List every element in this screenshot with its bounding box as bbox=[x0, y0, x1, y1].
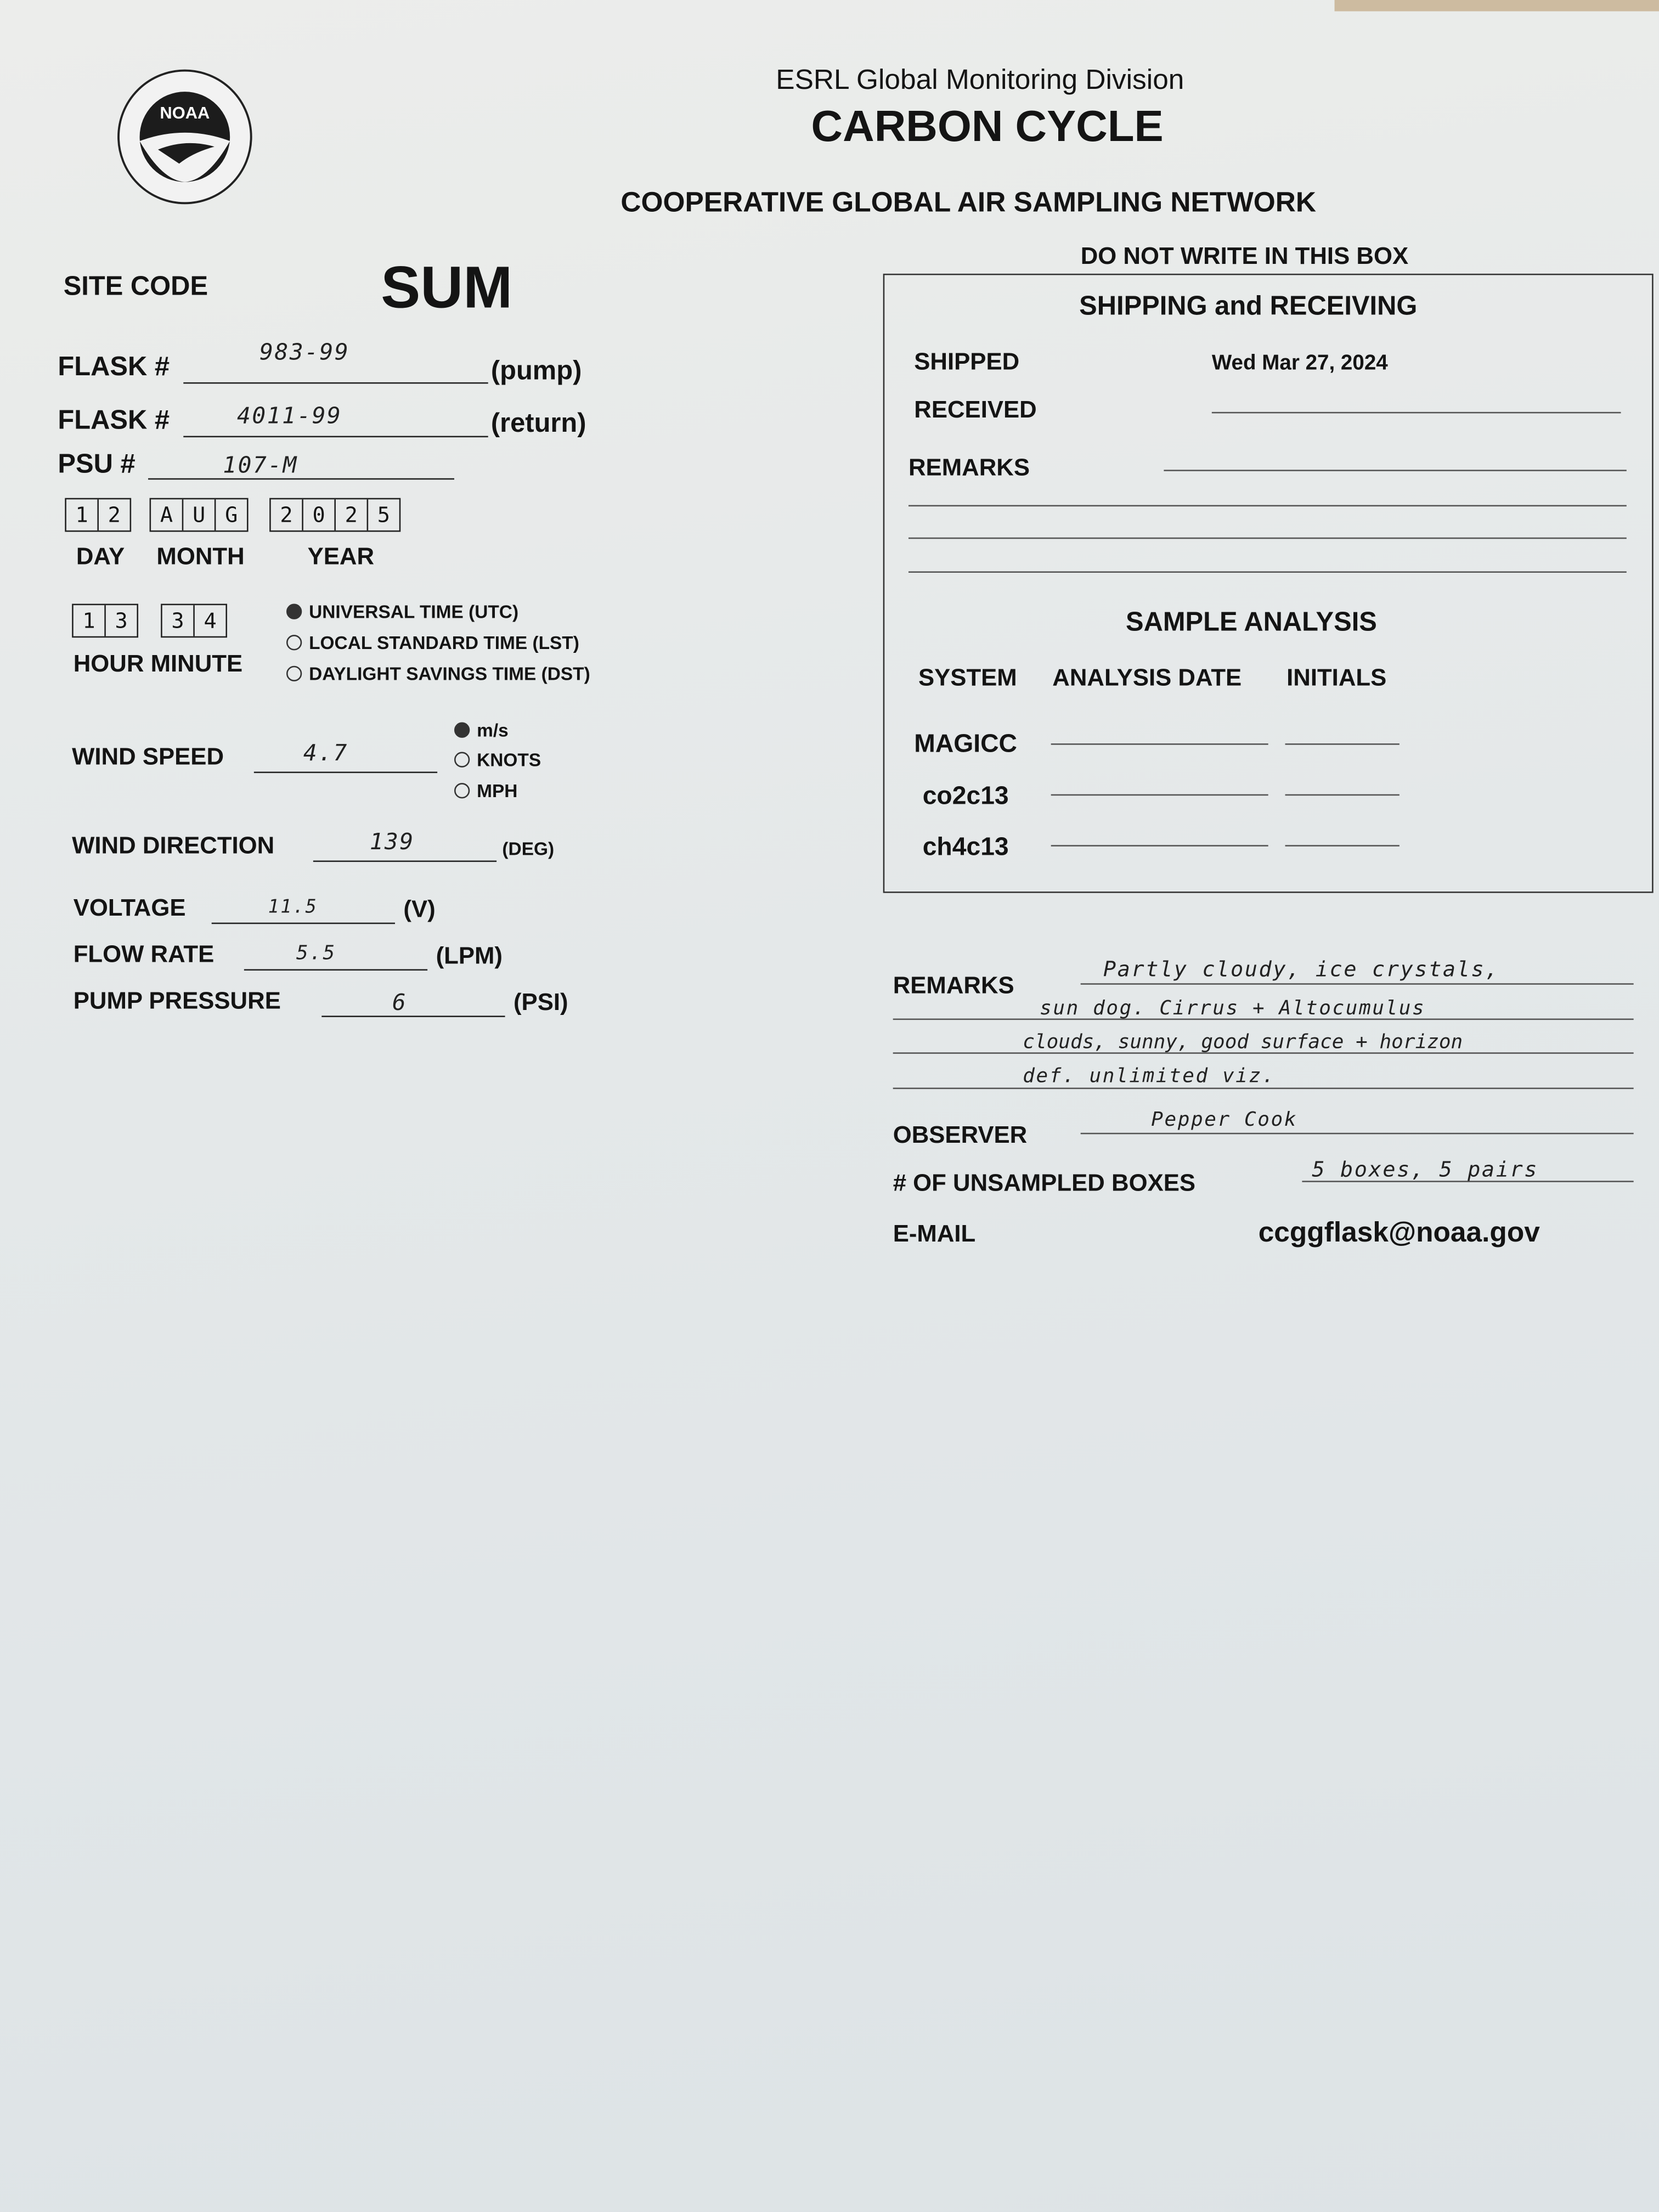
unsampled-boxes-label: # OF UNSAMPLED BOXES bbox=[893, 1169, 1196, 1197]
year-digit: 2 bbox=[336, 499, 368, 531]
day-boxes[interactable] bbox=[65, 498, 131, 532]
hour-minute-label: HOUR MINUTE bbox=[73, 650, 243, 678]
utc-option[interactable] bbox=[286, 601, 518, 622]
pump-pressure-unit: (PSI) bbox=[513, 989, 568, 1016]
initials-line bbox=[1285, 743, 1400, 745]
site-code-label: SITE CODE bbox=[63, 272, 208, 302]
flask-pump-field[interactable] bbox=[183, 382, 488, 384]
ms-option[interactable] bbox=[454, 719, 509, 741]
voltage-unit: (V) bbox=[403, 895, 436, 923]
office-remarks-line bbox=[909, 538, 1627, 539]
division-heading: ESRL Global Monitoring Division bbox=[776, 65, 1184, 96]
wind-speed-field[interactable] bbox=[254, 772, 437, 774]
initials-line bbox=[1285, 794, 1400, 796]
remarks-line[interactable] bbox=[1081, 983, 1634, 985]
flow-rate-label: FLOW RATE bbox=[73, 941, 215, 968]
flow-rate-unit: (LPM) bbox=[436, 942, 503, 969]
minute-digit: 4 bbox=[204, 608, 217, 634]
radio-icon bbox=[454, 752, 470, 768]
shipped-date: Wed Mar 27, 2024 bbox=[1211, 351, 1388, 375]
table-surface bbox=[1335, 0, 1659, 12]
day-digit: 2 bbox=[108, 502, 121, 528]
remarks-text-line: Partly cloudy, ice crystals, bbox=[1103, 956, 1500, 982]
wind-direction-value: 139 bbox=[369, 828, 415, 855]
month-label: MONTH bbox=[156, 543, 245, 570]
shipping-title: SHIPPING and RECEIVING bbox=[1079, 292, 1418, 322]
flow-rate-field[interactable] bbox=[244, 969, 427, 971]
office-box-notice: DO NOT WRITE IN THIS BOX bbox=[1080, 242, 1409, 270]
wind-speed-label: WIND SPEED bbox=[72, 743, 224, 770]
flask-return-suffix: (return) bbox=[490, 409, 586, 439]
analysis-date-line bbox=[1051, 743, 1268, 745]
year-label: YEAR bbox=[307, 543, 375, 570]
radio-checked-icon bbox=[454, 723, 470, 738]
observer-field[interactable] bbox=[1081, 1133, 1634, 1135]
utc-label: UNIVERSAL TIME (UTC) bbox=[309, 601, 519, 622]
sample-analysis-title: SAMPLE ANALYSIS bbox=[1125, 608, 1377, 638]
remarks-text-line: sun dog. Cirrus + Altocumulus bbox=[1040, 997, 1426, 1020]
flask-pump-suffix: (pump) bbox=[490, 357, 582, 387]
flask-return-value: 4011-99 bbox=[236, 402, 342, 429]
mph-label: MPH bbox=[477, 780, 518, 802]
radio-icon bbox=[454, 783, 470, 798]
deg-unit: (DEG) bbox=[502, 838, 555, 859]
remarks-line[interactable] bbox=[893, 1088, 1634, 1090]
office-remarks-label: REMARKS bbox=[908, 454, 1030, 481]
minute-digit: 3 bbox=[162, 605, 195, 636]
month-boxes[interactable] bbox=[150, 498, 249, 532]
lst-option[interactable] bbox=[286, 632, 579, 653]
system-ch4c13: ch4c13 bbox=[922, 832, 1009, 861]
analysis-date-column-header: ANALYSIS DATE bbox=[1052, 664, 1242, 691]
flask-pump-value: 983-99 bbox=[259, 338, 350, 365]
wind-direction-field[interactable] bbox=[313, 861, 496, 862]
voltage-field[interactable] bbox=[212, 923, 395, 924]
email-label: E-MAIL bbox=[893, 1220, 976, 1248]
hour-digit: 3 bbox=[115, 608, 128, 634]
day-digit: 1 bbox=[66, 499, 99, 531]
wind-speed-value: 4.7 bbox=[303, 739, 348, 766]
flask-return-field[interactable] bbox=[183, 436, 488, 438]
received-label: RECEIVED bbox=[914, 396, 1037, 424]
observer-value: Pepper Cook bbox=[1151, 1109, 1297, 1132]
knots-option[interactable] bbox=[454, 749, 541, 770]
hour-boxes[interactable] bbox=[72, 604, 138, 638]
flask-pump-label: FLASK # bbox=[58, 352, 170, 382]
remarks-label: REMARKS bbox=[893, 972, 1014, 999]
email-value: ccggflask@noaa.gov bbox=[1258, 1217, 1540, 1249]
system-column-header: SYSTEM bbox=[918, 664, 1017, 691]
observer-label: OBSERVER bbox=[893, 1121, 1028, 1149]
form-title: CARBON CYCLE bbox=[811, 101, 1164, 151]
year-digit: 0 bbox=[303, 499, 336, 531]
ms-label: m/s bbox=[477, 719, 509, 741]
month-char: A bbox=[151, 499, 183, 531]
wind-direction-label: WIND DIRECTION bbox=[72, 832, 275, 859]
minute-boxes[interactable] bbox=[161, 604, 227, 638]
psu-value: 107-M bbox=[223, 451, 298, 478]
psu-field[interactable] bbox=[148, 478, 454, 480]
system-co2c13: co2c13 bbox=[922, 781, 1009, 810]
shipped-label: SHIPPED bbox=[914, 348, 1020, 375]
month-char: U bbox=[183, 499, 216, 531]
knots-label: KNOTS bbox=[477, 749, 541, 770]
radio-icon bbox=[286, 666, 302, 681]
dst-label: DAYLIGHT SAVINGS TIME (DST) bbox=[309, 663, 590, 685]
mph-option[interactable] bbox=[454, 780, 517, 802]
analysis-date-line bbox=[1051, 845, 1268, 847]
remarks-text-line: clouds, sunny, good surface + horizon bbox=[1023, 1031, 1463, 1054]
year-digit: 2 bbox=[271, 499, 303, 531]
office-remarks-line bbox=[909, 505, 1627, 507]
office-remarks-line bbox=[1164, 470, 1626, 471]
svg-text:NOAA: NOAA bbox=[160, 103, 210, 122]
noaa-logo bbox=[116, 67, 254, 206]
radio-checked-icon bbox=[286, 604, 302, 619]
pump-pressure-field[interactable] bbox=[321, 1015, 505, 1017]
flask-return-label: FLASK # bbox=[58, 406, 170, 436]
unsampled-boxes-value: 5 boxes, 5 pairs bbox=[1312, 1156, 1539, 1182]
month-char: G bbox=[225, 502, 238, 528]
pump-pressure-value: 6 bbox=[392, 989, 408, 1016]
dst-option[interactable] bbox=[286, 663, 590, 685]
analysis-date-line bbox=[1051, 794, 1268, 796]
office-remarks-line bbox=[909, 571, 1627, 573]
pump-pressure-label: PUMP PRESSURE bbox=[73, 987, 281, 1014]
day-label: DAY bbox=[76, 543, 125, 570]
radio-icon bbox=[286, 635, 302, 650]
year-digit: 5 bbox=[377, 502, 391, 528]
psu-label: PSU # bbox=[58, 450, 136, 480]
system-magicc: MAGICC bbox=[914, 729, 1017, 758]
flow-rate-value: 5.5 bbox=[296, 942, 336, 965]
site-code-value: SUM bbox=[381, 253, 513, 320]
remarks-text-line: def. unlimited viz. bbox=[1023, 1065, 1276, 1088]
voltage-label: VOLTAGE bbox=[73, 894, 186, 922]
voltage-value: 11.5 bbox=[268, 897, 318, 918]
initials-column-header: INITIALS bbox=[1286, 664, 1387, 691]
lst-label: LOCAL STANDARD TIME (LST) bbox=[309, 631, 579, 653]
received-field bbox=[1212, 412, 1621, 414]
shipping-receiving-box bbox=[883, 274, 1654, 893]
network-heading: COOPERATIVE GLOBAL AIR SAMPLING NETWORK bbox=[620, 187, 1317, 219]
initials-line bbox=[1285, 845, 1400, 847]
hour-digit: 1 bbox=[74, 605, 106, 636]
year-boxes[interactable] bbox=[269, 498, 400, 532]
